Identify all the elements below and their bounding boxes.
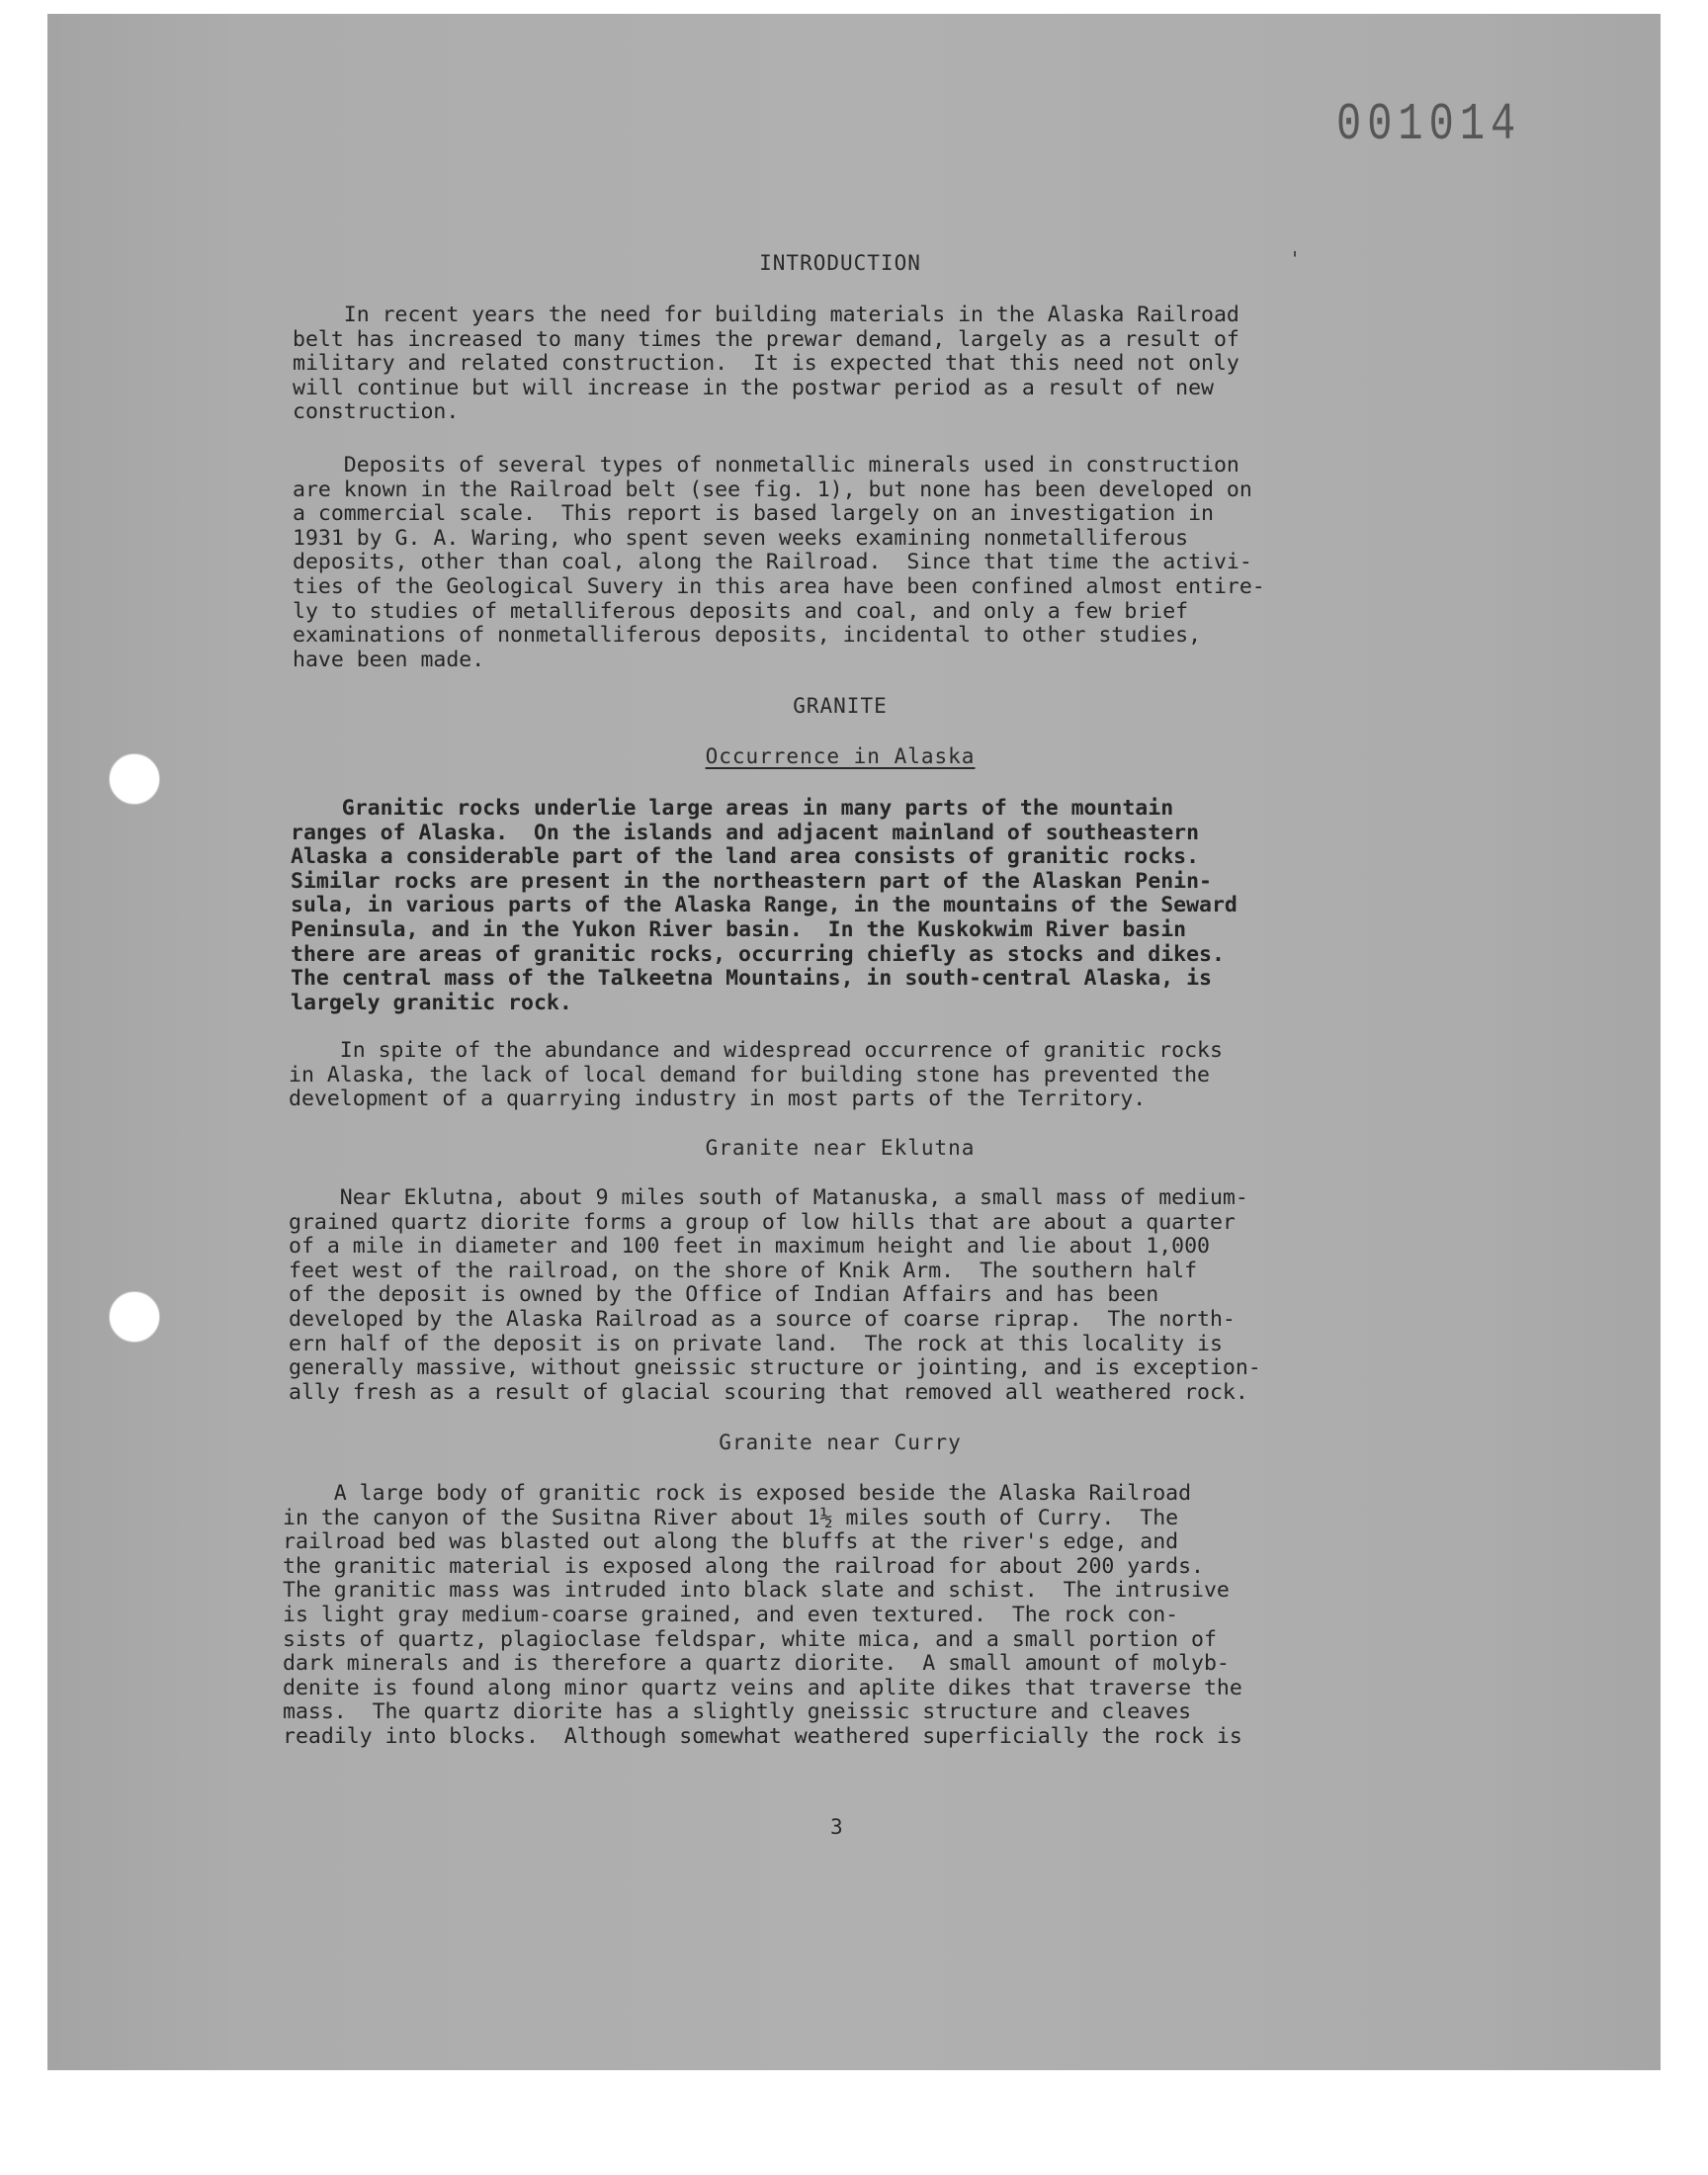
section-heading-granite: GRANITE — [793, 694, 888, 718]
stray-mark: ' — [1289, 247, 1302, 271]
occurrence-paragraph-1: Granitic rocks underlie large areas in many parts of the mountain ranges of Alaska. On the islands and adjacent mainland of southeastern Alaska a considerable part of the land area consists of granitic rocks. Similar rocks are present in the northeastern part of the Alaskan Penin- sula, in various parts of the Alaska Range, in the mountains of the Seward Peninsula, and in the Yukon River basin. In the Kuskokwim River basin there are areas of granitic rocks, occurring chiefly as stocks and dikes. The central mass of the Talkeetna Mountains, in south-central Alaska, is largely granitic rock. — [291, 796, 1238, 1015]
intro-paragraph-2: Deposits of several types of nonmetallic minerals used in construction are known in the Railroad belt (see fig. 1), but none has been developed on a commercial scale. This report is based largely on an investigation in 1931 by G. A. Waring, who spent seven weeks examining nonmetalliferous deposits, other than coal, along the Railroad. Since that time the activi- ties of the Geological Suvery in this area have been confined almost entire- ly to studies of metalliferous deposits and coal, and only a few brief examinations of nonmetalliferous deposits, incidental to other studies, have been made. — [293, 453, 1265, 672]
subheading-curry: Granite near Curry — [719, 1431, 962, 1454]
intro-paragraph-1: In recent years the need for building materials in the Alaska Railroad belt has increased to many times the prewar demand, largely as a result of military and related construction. It is expected that this need not only will continue but will increase in the postwar period as a result of new construction. — [293, 303, 1239, 425]
section-heading-introduction: INTRODUCTION — [759, 251, 921, 275]
page-number: 3 — [830, 1815, 843, 1839]
subheading-eklutna: Granite near Eklutna — [705, 1136, 976, 1160]
document-number: 001014 — [1336, 95, 1522, 154]
punch-hole — [109, 1291, 160, 1343]
eklutna-paragraph: Near Eklutna, about 9 miles south of Matanuska, a small mass of medium- grained quartz diorite forms a group of low hills that are about a quarter of a mile in diameter and 100 feet in maximum height and lie about 1,000 feet west of the railroad, on the shore of Knik Arm. The southern half of the deposit is owned by the Office of Indian Affairs and has been developed by the Alaska Railroad as a source of coarse riprap. The north- ern half of the deposit is on private land. The rock at this locality is generally massive, without gneissic structure or jointing, and is exception- ally fresh as a result of glacial scouring that removed all weathered rock. — [289, 1185, 1261, 1405]
curry-paragraph: A large body of granitic rock is exposed beside the Alaska Railroad in the canyon of the Susitna River about 1½ miles south of Curry. The railroad bed was blasted out along the bluffs at the river's edge, and the granitic material is exposed along the railroad for about 200 yards. The granitic mass was intruded into black slate and schist. The intrusive is light gray medium-coarse grained, and even textured. The rock con- sists of quartz, plagioclase feldspar, white mica, and a small portion of dark minerals and is therefore a quartz diorite. A small amount of molyb- denite is found along minor quartz veins and aplite dikes that traverse the mass. The quartz diorite has a slightly gneissic structure and cleaves readily into blocks. Although somewhat weathered superficially the rock is — [283, 1481, 1242, 1749]
subheading-occurrence: Occurrence in Alaska — [705, 744, 976, 768]
occurrence-paragraph-2: In spite of the abundance and widespread occurrence of granitic rocks in Alaska, the lack of local demand for building stone has prevented the development of a quarrying industry in most parts of the Territory. — [289, 1038, 1223, 1112]
